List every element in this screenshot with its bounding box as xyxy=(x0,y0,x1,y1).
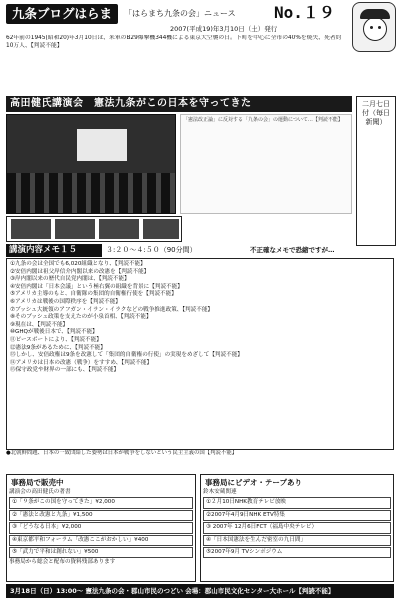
lecture-notes-list xyxy=(6,258,394,450)
video-item: ⑤2007年9月 TVシンポジウム xyxy=(203,547,391,558)
note-item: ⑨現在は、【判読不能】 xyxy=(10,321,69,328)
book-item: ④東京都平和フォーラム「改憲ここがおかしい」¥400 xyxy=(9,535,193,546)
association-name: 「はらまち九条の会」ニュース xyxy=(124,9,236,18)
note-item: ⑤アメリカ主導のもと、自衛隊の集団的自衛権行使を【判読不能】 xyxy=(10,291,177,298)
note-item: ①九条の会は全国でも6,020組織となり、【判読不能】 xyxy=(10,261,146,267)
lecture-notes-title: 講演内容メモ１５ xyxy=(6,244,102,257)
book-item: ⑤「武力で平和は創れない」¥500 xyxy=(9,547,193,558)
video-item: ④「日本国憲法を生んだ密室の九日間」 xyxy=(203,535,391,546)
note-item: ⑭アメリカは日本の改憲（戦争）をすすめ、【判読不能】 xyxy=(10,359,153,366)
lecture-photo xyxy=(6,114,176,214)
note-item: ⑥アメリカは戦後の国際秩序を【判読不能】 xyxy=(10,298,121,305)
video-tapes-box xyxy=(200,474,394,582)
video-item: ②2007年4月9日NHK ETV特集 xyxy=(203,510,391,521)
event-footer: 3月18日（日）13:00～ 憲法九条の会・郡山市民のつどい 会場：郡山市民文化センター大ホール【判読不能】 xyxy=(6,584,394,598)
newsletter-masthead: 九条ブログはらま xyxy=(6,4,118,24)
lecture-time: ３:２０～４:５０（90分間） xyxy=(106,246,197,254)
books-heading: 事務局で販売中 xyxy=(11,478,64,487)
book-item: ①「９条がこの国を守ってきた」¥2,000 xyxy=(9,497,193,508)
videos-heading: 事務局にビデオ・テープあり xyxy=(205,478,302,487)
book-item: ②「憲法と改憲と九条」¥1,500 xyxy=(9,510,193,521)
notes-disclaimer: 不正確なメモで恐縮ですが… xyxy=(250,246,335,254)
note-item: ⑧そのブッシュ政策を支えたのが小泉首相、【判読不能】 xyxy=(10,314,152,321)
materials-note: 事務局から総会と配布の資料残部あります xyxy=(9,559,116,566)
photo-strip xyxy=(6,216,182,242)
books-for-sale-box xyxy=(6,474,196,582)
book-item: ③「どうなる日本」¥2,000 xyxy=(9,522,193,533)
note-item: ④安倍内閣は「日本会議」という極右翼の組織を背景に【判読不能】 xyxy=(10,283,183,290)
mascot-face-icon xyxy=(363,17,387,41)
video-item: ①２月10日NHK教育テレビ放映 xyxy=(203,497,391,508)
videos-subheading: 鈴木安蔵関連 xyxy=(203,489,237,495)
note-item: ⑦ブッシュ大統領のアフガン・イラン・イラクなどの戦争推進政策、【判読不能】 xyxy=(10,306,214,313)
newspaper-clipping-caption: 二月七日付（毎日新聞） xyxy=(356,96,396,246)
lecture-banner: 高田健氏講演会 憲法九条がこの日本を守ってきた xyxy=(6,96,352,112)
issue-number: No.１９ xyxy=(274,3,335,22)
note-item: ⑬しかし、安倍政権は9条を改憲して「集団的自衛権の行使」の実現をめざして【判読不能】 xyxy=(10,352,243,359)
note-item: ②安倍内閣は祖父岸信介内閣以来の改憲を【判読不能】 xyxy=(10,268,150,275)
video-item: ③ 2007年 12月6日FCT（福島中央テレビ） xyxy=(203,522,391,533)
publication-date: 2007(平成19)年3月10日（土）発行 xyxy=(170,25,278,33)
note-item: ⑮保守政党や財界の一部にも、【判読不能】 xyxy=(10,367,120,374)
note-item: ⑩GHQが戦後日本で、【判読不能】 xyxy=(10,329,98,336)
note-item: ⑫憲法9条があるために、【判読不能】 xyxy=(10,344,106,351)
lecture-lede: 「憲法改正論」に反対する「九条の会」の運動について…【判読不能】 xyxy=(180,114,352,214)
mascot-illustration xyxy=(352,2,396,52)
lead-notice: 62年前の1945(昭和20)年3月10日は、米軍のB29爆撃機344機による東京大空襲の日。下町を中心に全市の40%を焼失、死者約10万人、【判読不能】 xyxy=(6,35,342,49)
note-item: ③岸内閣以来の歴代自民党内閣は、【判読不能】 xyxy=(10,276,130,283)
closing-remark: ●北朝鮮問題、日本の一致団結した姿勢は日本が戦争をしないという民主主義の国【判読不能】 xyxy=(6,450,238,456)
note-item: ⑪ピースボートにより、【判読不能】 xyxy=(10,336,102,343)
books-subheading: 講演会の高田健氏の著書 xyxy=(9,489,71,495)
